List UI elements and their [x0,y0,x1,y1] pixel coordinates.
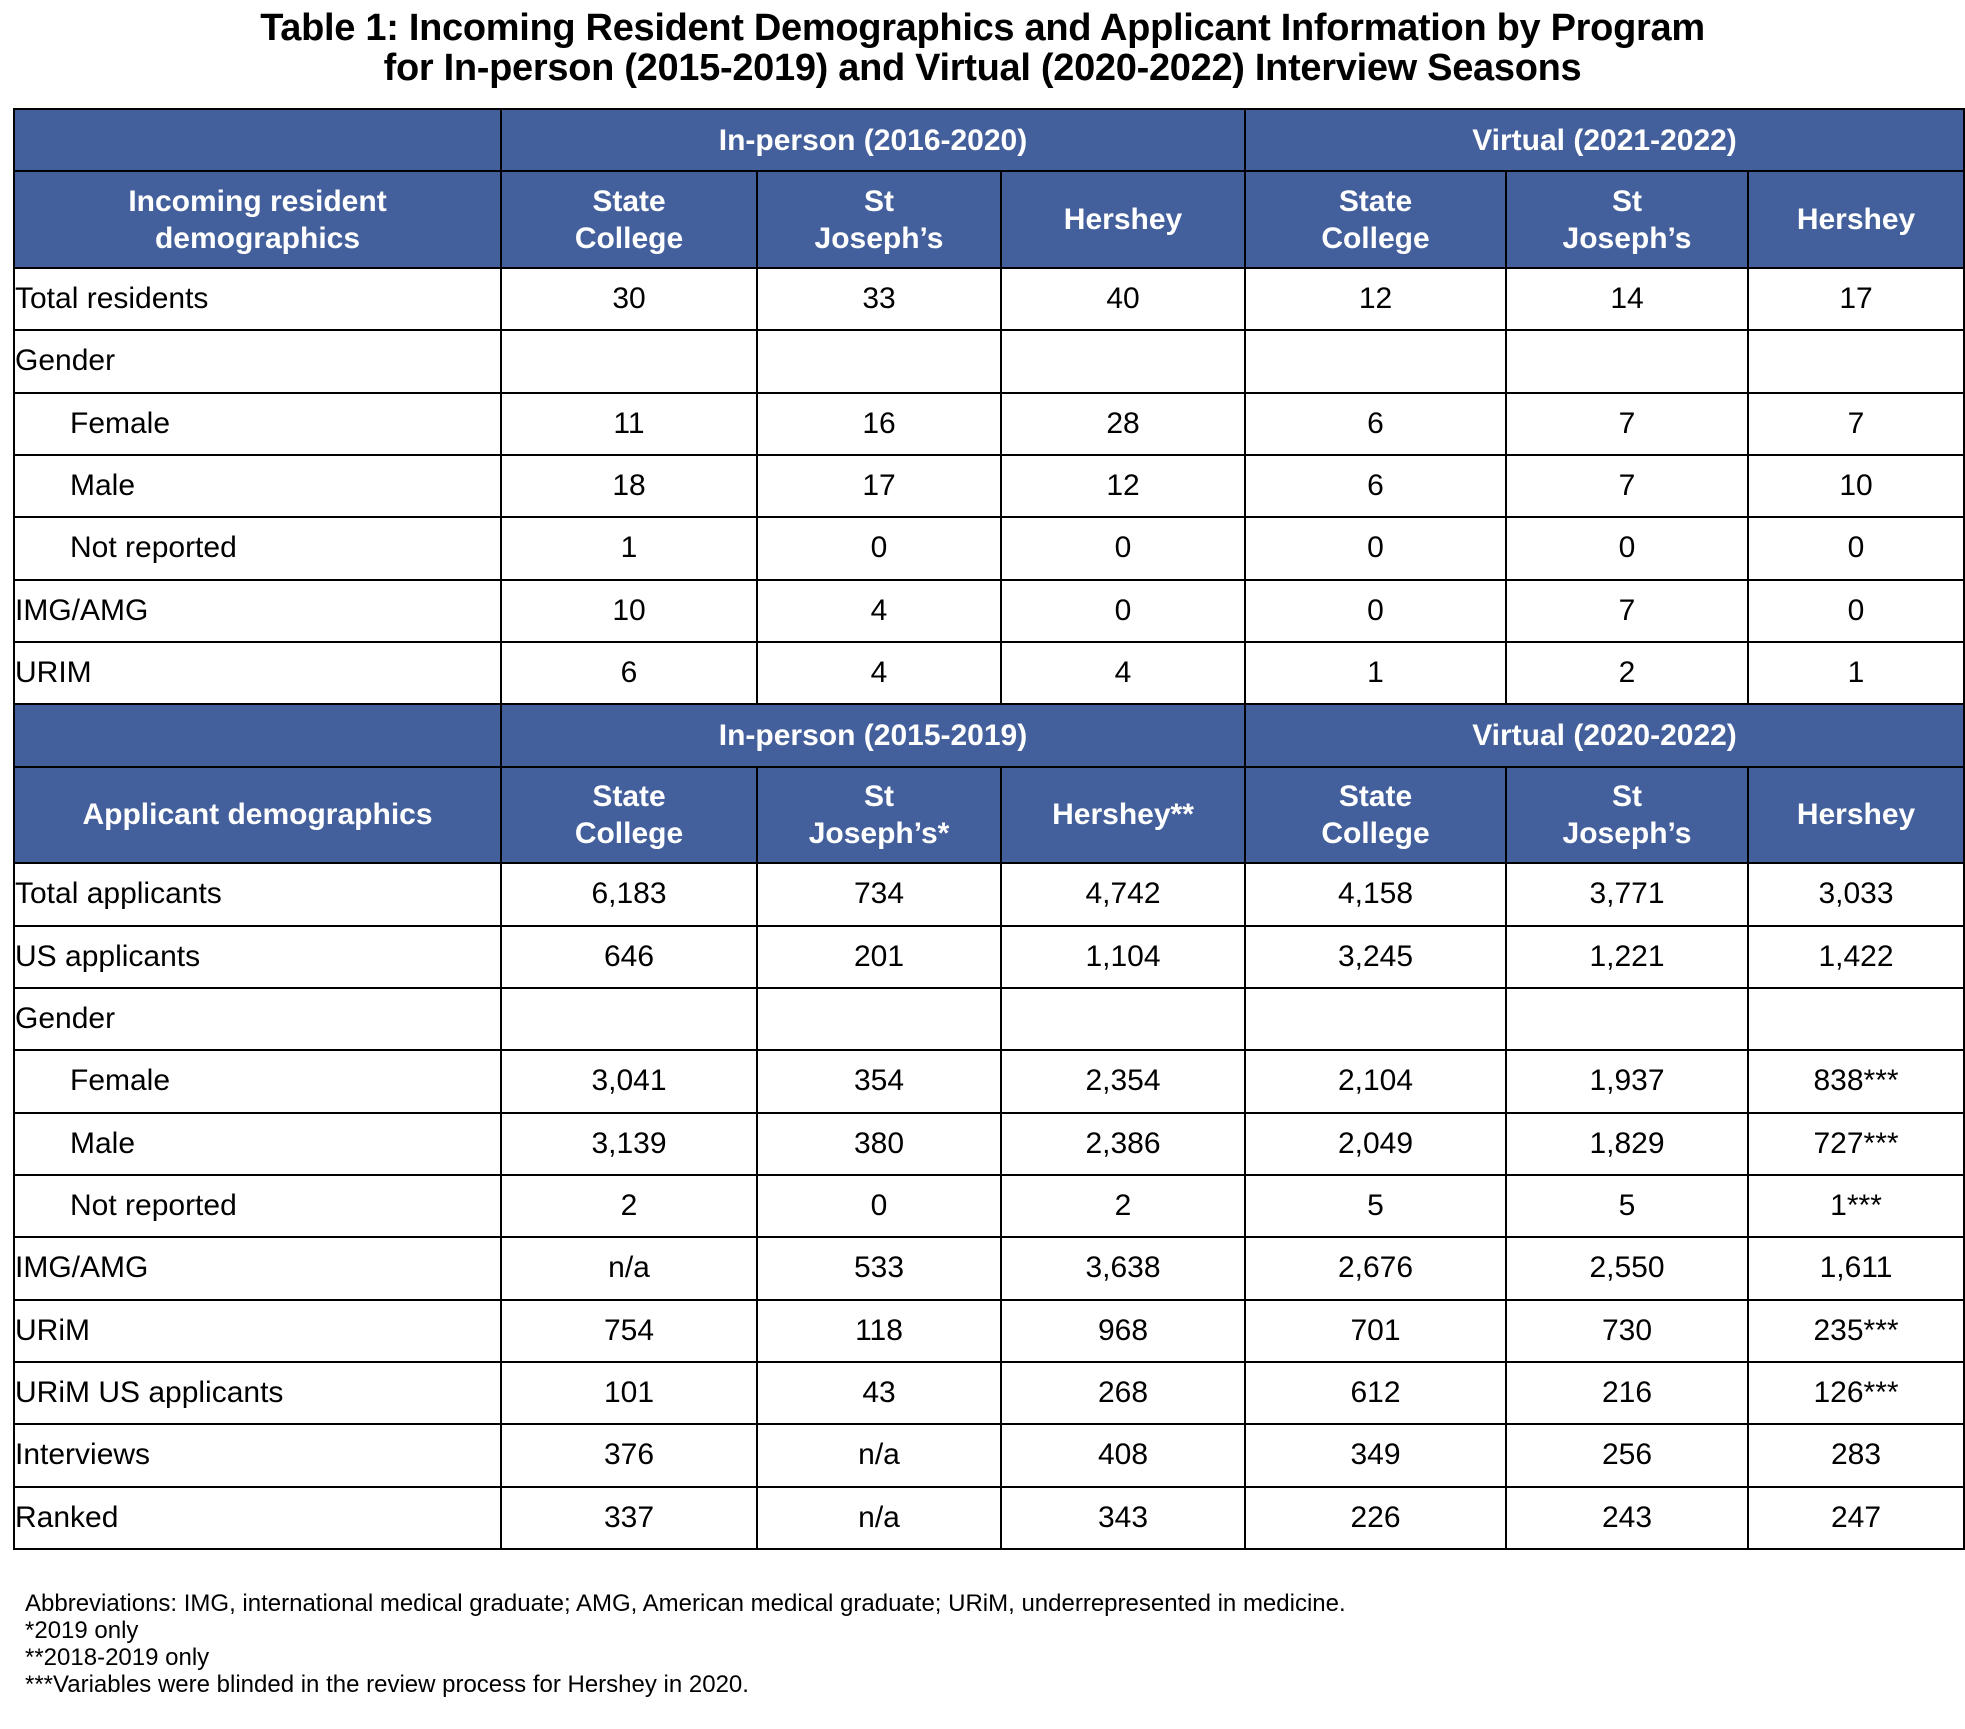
table-cell [1245,988,1506,1050]
table-cell: 1*** [1748,1175,1964,1237]
column-header-line-1: Hershey [1796,203,1916,237]
table-cell: 0 [757,1175,1001,1237]
table-cell: n/a [757,1424,1001,1486]
table-row [14,455,1964,517]
table-cell: 12 [1245,268,1506,330]
table-cell: 2,550 [1506,1237,1748,1299]
table-cell [1001,330,1245,392]
table-cell: 0 [1001,517,1245,579]
table-cell: 6,183 [501,863,757,925]
table-cell [501,330,757,392]
table-cell [1748,330,1964,392]
table-row [14,330,1964,392]
table-cell: 33 [757,268,1001,330]
table-cell: 734 [757,863,1001,925]
table-cell: 2,676 [1245,1237,1506,1299]
table-cell: 4 [757,642,1001,704]
table-cell: 10 [501,580,757,642]
table-cell: 256 [1506,1424,1748,1486]
table-cell: 1 [1748,642,1964,704]
table-cell: 16 [757,393,1001,455]
table-cell: 226 [1245,1487,1506,1549]
row-header-line-1: Incoming resident [128,184,387,218]
column-header-line-2: Joseph’s [1562,816,1692,850]
table-cell [1506,330,1748,392]
table-cell: 337 [501,1487,757,1549]
table-cell: 17 [757,455,1001,517]
table-cell: 1,611 [1748,1237,1964,1299]
column-header-line-1: St [1612,184,1642,218]
column-header-line-1: State [1338,779,1413,813]
table-cell: 701 [1245,1300,1506,1362]
table-cell: 408 [1001,1424,1245,1486]
table-cell: 6 [1245,393,1506,455]
title-line-1: Table 1: Incoming Resident Demographics and Applicant Information by Program [260,7,1705,49]
table-row [14,517,1964,579]
row-label: URiM US applicants [14,1362,501,1424]
table-cell: 7 [1506,580,1748,642]
column-header-line-2: College [1321,221,1430,255]
column-header-line-1: St [864,184,894,218]
table-row [14,1175,1964,1237]
column-header-line-1: Hershey [1063,203,1183,237]
row-label: IMG/AMG [14,580,501,642]
table-title [0,8,1965,88]
table-cell: 1,829 [1506,1113,1748,1175]
row-header-cell [14,767,501,864]
table-cell: 4,158 [1245,863,1506,925]
table-cell: 4,742 [1001,863,1245,925]
table-cell: 380 [757,1113,1001,1175]
table-row [14,1050,1964,1112]
table-cell: 3,139 [501,1113,757,1175]
table-cell: 283 [1748,1424,1964,1486]
table-cell: 2 [501,1175,757,1237]
table-cell: 0 [1506,517,1748,579]
row-label: Male [14,455,501,517]
table-cell: 2,104 [1245,1050,1506,1112]
table-cell: 2,386 [1001,1113,1245,1175]
table-cell [757,330,1001,392]
table-cell: 3,771 [1506,863,1748,925]
row-label: Female [14,393,501,455]
table-cell: 11 [501,393,757,455]
table-cell: 1 [501,517,757,579]
column-header-3 [1245,767,1506,864]
table-cell: 40 [1001,268,1245,330]
table-row [14,1424,1964,1486]
table-cell: 3,041 [501,1050,757,1112]
column-header-1 [757,171,1001,268]
table-cell: 126*** [1748,1362,1964,1424]
table-cell: 6 [1245,455,1506,517]
table-row [14,988,1964,1050]
title-line-2: for In-person (2015-2019) and Virtual (2020-2022) Interview Seasons [383,47,1582,89]
row-label: Not reported [14,1175,501,1237]
footnote-double-asterisk: **2018-2019 only [25,1644,210,1671]
table-cell: 12 [1001,455,1245,517]
table-cell: 4 [1001,642,1245,704]
group-header-virtual: Virtual (2020-2022) [1245,704,1964,766]
table-cell [757,988,1001,1050]
column-header-3 [1245,171,1506,268]
empty-corner-cell [14,704,501,766]
table-cell: 5 [1245,1175,1506,1237]
row-label: Male [14,1113,501,1175]
table-cell: 30 [501,268,757,330]
column-header-line-1: St [1612,779,1642,813]
row-label: Gender [14,330,501,392]
demographics-table [13,108,1965,1550]
group-header-virtual: Virtual (2021-2022) [1245,109,1964,171]
table-row [14,268,1964,330]
column-header-line-1: Hershey [1796,798,1916,832]
column-header-2 [1001,767,1245,864]
table-cell: 216 [1506,1362,1748,1424]
row-label: IMG/AMG [14,1237,501,1299]
table-cell: 0 [1245,580,1506,642]
table-cell: 43 [757,1362,1001,1424]
table-row [14,393,1964,455]
table-cell: 247 [1748,1487,1964,1549]
section2-column-header-row [14,767,1964,864]
table-row [14,1300,1964,1362]
table-cell: 3,638 [1001,1237,1245,1299]
table-cell: 4 [757,580,1001,642]
table-cell: 0 [1748,517,1964,579]
table-cell: 0 [1001,580,1245,642]
section1-group-header-row [14,109,1964,171]
table-cell: 2 [1001,1175,1245,1237]
table-cell: 754 [501,1300,757,1362]
column-header-2 [1001,171,1245,268]
table-cell: 838*** [1748,1050,1964,1112]
table-cell: 0 [757,517,1001,579]
table-cell: 17 [1748,268,1964,330]
table-cell: 268 [1001,1362,1245,1424]
row-label: Female [14,1050,501,1112]
table-cell [1506,988,1748,1050]
table-cell: 0 [1245,517,1506,579]
footnote-abbreviations: Abbreviations: IMG, international medical graduate; AMG, American medical graduate; URiM, underrepresented in medicine. [25,1590,1346,1617]
table-cell: n/a [757,1487,1001,1549]
column-header-line-2: College [574,221,684,255]
table-cell: 646 [501,926,757,988]
row-label: Interviews [14,1424,501,1486]
column-header-4 [1506,767,1748,864]
table-row [14,926,1964,988]
table-row [14,1487,1964,1549]
table-cell: 343 [1001,1487,1245,1549]
table-cell: 968 [1001,1300,1245,1362]
table-cell: 118 [757,1300,1001,1362]
table-cell: 2,354 [1001,1050,1245,1112]
table-cell: 1,104 [1001,926,1245,988]
row-label: Gender [14,988,501,1050]
table-cell: 18 [501,455,757,517]
table-cell: 1,221 [1506,926,1748,988]
table-row [14,1113,1964,1175]
table-row [14,1362,1964,1424]
row-header-text: Applicant demographics [82,798,433,832]
column-header-4 [1506,171,1748,268]
table-cell: 14 [1506,268,1748,330]
table-cell: n/a [501,1237,757,1299]
table-cell: 730 [1506,1300,1748,1362]
footnote-triple-asterisk: ***Variables were blinded in the review process for Hershey in 2020. [25,1671,749,1698]
table-cell: 349 [1245,1424,1506,1486]
row-label: URiM [14,1300,501,1362]
table-cell: 1 [1245,642,1506,704]
column-header-line-1: State [592,184,666,218]
empty-corner-cell [14,109,501,171]
section2-group-header-row [14,704,1964,766]
table-cell: 3,033 [1748,863,1964,925]
footnote-single-asterisk: *2019 only [25,1617,139,1644]
table-cell: 5 [1506,1175,1748,1237]
table-cell: 533 [757,1237,1001,1299]
table-cell: 3,245 [1245,926,1506,988]
row-label: Total residents [14,268,501,330]
group-header-in-person: In-person (2016-2020) [501,109,1245,171]
section1-column-header-row [14,171,1964,268]
table-cell: 7 [1748,393,1964,455]
row-label: URIM [14,642,501,704]
table-cell: 2,049 [1245,1113,1506,1175]
column-header-line-1: State [592,779,666,813]
table-cell: 0 [1748,580,1964,642]
table-row [14,580,1964,642]
column-header-line-2: College [1321,816,1430,850]
column-header-0 [501,767,757,864]
table-cell: 235*** [1748,1300,1964,1362]
column-header-line-2: Joseph’s [1562,221,1692,255]
table-cell: 376 [501,1424,757,1486]
table-row [14,642,1964,704]
row-header-cell [14,171,501,268]
row-label: Ranked [14,1487,501,1549]
row-header-line-2: demographics [154,221,361,255]
table-cell: 7 [1506,393,1748,455]
table-cell: 28 [1001,393,1245,455]
table-cell: 101 [501,1362,757,1424]
column-header-5 [1748,171,1964,268]
table-cell: 7 [1506,455,1748,517]
table-cell: 612 [1245,1362,1506,1424]
footnotes [25,1590,1346,1698]
table-cell: 727*** [1748,1113,1964,1175]
table-row [14,1237,1964,1299]
table-cell: 354 [757,1050,1001,1112]
table-cell: 6 [501,642,757,704]
column-header-line-1: Hershey** [1052,798,1194,832]
table-cell: 1,937 [1506,1050,1748,1112]
table-cell: 2 [1506,642,1748,704]
column-header-1 [757,767,1001,864]
column-header-line-2: Joseph’s* [808,816,950,850]
column-header-line-1: State [1338,184,1413,218]
column-header-0 [501,171,757,268]
table-cell [1748,988,1964,1050]
row-label: US applicants [14,926,501,988]
table-cell: 1,422 [1748,926,1964,988]
column-header-5 [1748,767,1964,864]
column-header-line-1: St [864,779,894,813]
group-header-in-person: In-person (2015-2019) [501,704,1245,766]
table-cell [1245,330,1506,392]
table-cell [1001,988,1245,1050]
table-cell: 201 [757,926,1001,988]
row-label: Total applicants [14,863,501,925]
table-cell: 243 [1506,1487,1748,1549]
row-label: Not reported [14,517,501,579]
table-cell: 10 [1748,455,1964,517]
column-header-line-2: College [574,816,684,850]
table-row [14,863,1964,925]
column-header-line-2: Joseph’s [814,221,944,255]
table-cell [501,988,757,1050]
